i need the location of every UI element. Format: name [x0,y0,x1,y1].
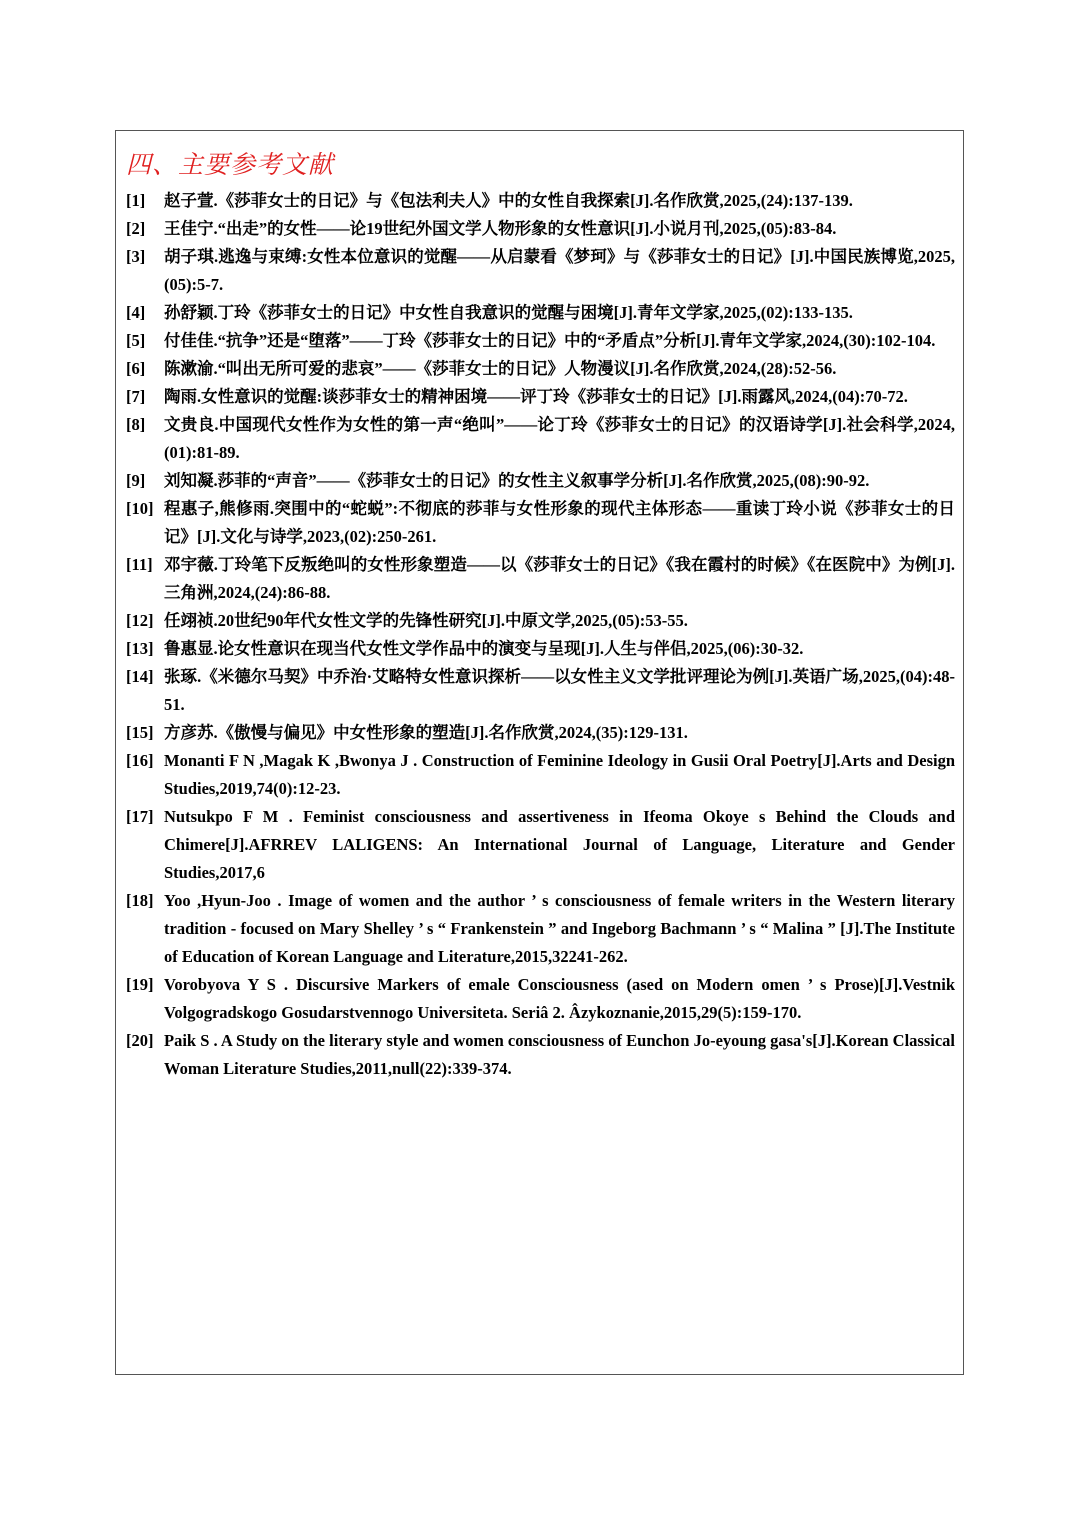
reference-item [126,215,955,243]
reference-item [126,327,955,355]
reference-text: Monanti F N ,Magak K ,Bwonya J . Construction of Feminine Ideology in Gusii Oral Poetry[J].Arts and Design Studies,2019,74(0):12-23. [164,751,955,798]
reference-number: [12] [126,611,154,630]
reference-item [126,1027,955,1083]
reference-text: 方彦苏.《傲慢与偏见》中女性形象的塑造[J].名作欣赏,2024,(35):129-131. [164,723,688,742]
reference-item [126,747,955,803]
reference-text: 文贵良.中国现代女性作为女性的第一声“绝叫”——论丁玲《莎菲女士的日记》的汉语诗学[J].社会科学,2024,(01):81-89. [164,415,955,462]
reference-text: Yoo ,Hyun-Joo . Image of women and the author ’ s consciousness of female writers in the Western literary tradition - focused on Mary Shelley ’ s “ Frankenstein ” and Ingeborg Bachmann ’ s “ Malina ” [J].The Institute of Education of Korean Language and Literature,2015,32241-262. [164,891,955,966]
reference-number: [5] [126,331,146,350]
reference-number: [16] [126,751,154,770]
reference-number: [1] [126,191,146,210]
reference-item [126,971,955,1027]
reference-number: [3] [126,247,146,266]
reference-text: 刘知凝.莎菲的“声音”——《莎菲女士的日记》的女性主义叙事学分析[J].名作欣赏,2025,(08):90-92. [164,471,870,490]
reference-number: [20] [126,1031,154,1050]
reference-number: [15] [126,723,154,742]
reference-text: Paik S . A Study on the literary style and women consciousness of Eunchon Jo-eyoung gasa's[J].Korean Classical Woman Literature Studies,2011,null(22):339-374. [164,1031,955,1078]
reference-text: Nutsukpo F M . Feminist consciousness and assertiveness in Ifeoma Okoye s Behind the Clouds and Chimere[J].AFRREV LALIGENS: An International Journal of Language, Literature and Gender Studies,2017,6 [164,807,955,882]
reference-item [126,383,955,411]
reference-number: [17] [126,807,154,826]
reference-item [126,635,955,663]
reference-number: [18] [126,891,154,910]
reference-text: 陶雨.女性意识的觉醒:谈莎菲女士的精神困境——评丁玲《莎菲女士的日记》[J].雨露风,2024,(04):70-72. [164,387,908,406]
reference-text: 邓宇薇.丁玲笔下反叛绝叫的女性形象塑造——以《莎菲女士的日记》《我在霞村的时候》《在医院中》为例[J].三角洲,2024,(24):86-88. [164,555,955,602]
reference-item [126,299,955,327]
reference-item [126,355,955,383]
reference-text: 付佳佳.“抗争”还是“堕落”——丁玲《莎菲女士的日记》中的“矛盾点”分析[J].青年文学家,2024,(30):102-104. [164,331,936,350]
reference-item [126,551,955,607]
reference-item [126,187,955,215]
reference-text: 鲁惠显.论女性意识在现当代女性文学作品中的演变与呈现[J].人生与伴侣,2025,(06):30-32. [164,639,804,658]
reference-item [126,803,955,887]
reference-text: 张琢.《米德尔马契》中乔治·艾略特女性意识探析——以女性主义文学批评理论为例[J].英语广场,2025,(04):48-51. [164,667,955,714]
reference-item [126,663,955,719]
reference-number: [8] [126,415,146,434]
reference-item [126,243,955,299]
reference-number: [11] [126,555,153,574]
reference-text: 陈漱渝.“叫出无所可爱的悲哀”——《莎菲女士的日记》人物漫议[J].名作欣赏,2024,(28):52-56. [164,359,837,378]
reference-text: 任翊祯.20世纪90年代女性文学的先锋性研究[J].中原文学,2025,(05):53-55. [164,611,688,630]
reference-item [126,467,955,495]
reference-item [126,411,955,467]
reference-number: [6] [126,359,146,378]
reference-text: 王佳宁.“出走”的女性——论19世纪外国文学人物形象的女性意识[J].小说月刊,2025,(05):83-84. [164,219,837,238]
reference-item [126,719,955,747]
reference-number: [10] [126,499,154,518]
reference-item [126,887,955,971]
reference-number: [9] [126,471,146,490]
reference-number: [7] [126,387,146,406]
reference-item [126,607,955,635]
reference-text: Vorobyova Y S . Discursive Markers of emale Consciousness (ased on Modern omen ’ s Prose)[J].Vestnik Volgogradskogo Gosudarstvennogo Universiteta. Seriâ 2. Âzykoznanie,2015,29(5):159-170. [164,975,955,1022]
reference-number: [14] [126,667,154,686]
reference-item [126,495,955,551]
reference-text: 孙舒颖.丁玲《莎菲女士的日记》中女性自我意识的觉醒与困境[J].青年文学家,2025,(02):133-135. [164,303,853,322]
reference-text: 赵子萱.《莎菲女士的日记》与《包法利夫人》中的女性自我探索[J].名作欣赏,2025,(24):137-139. [164,191,853,210]
reference-text: 胡子琪.逃逸与束缚:女性本位意识的觉醒——从启蒙看《梦珂》与《莎菲女士的日记》[J].中国民族博览,2025,(05):5-7. [164,247,955,294]
reference-number: [19] [126,975,154,994]
reference-number: [4] [126,303,146,322]
reference-text: 程惠子,熊修雨.突围中的“蛇蜕”:不彻底的莎菲与女性形象的现代主体形态——重读丁玲小说《莎菲女士的日记》[J].文化与诗学,2023,(02):250-261. [164,499,955,546]
reference-number: [13] [126,639,154,658]
section-heading: 四、主要参考文献 [126,152,335,179]
references-frame [115,130,964,1375]
reference-number: [2] [126,219,146,238]
reference-list [126,187,955,1083]
